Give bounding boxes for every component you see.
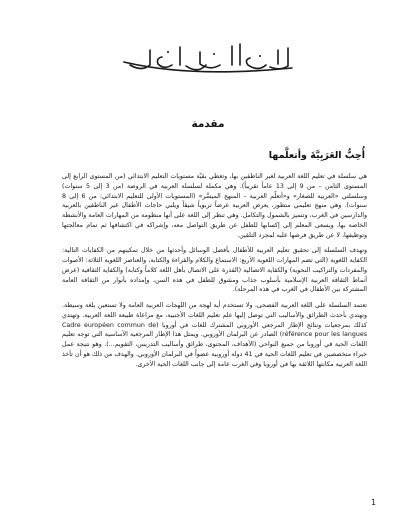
section-heading: أُحِبُّ العَرَبِيَّةَ وأتعلَّمها: [268, 150, 365, 161]
paragraph: وتهدف السلسلة إلى تحقيق تعليم العربية للأطفال بأفضل الوسائل وأحدثها من خلال تمكينهم من الكفايات التالية: الكفاية اللغوية (التي تضم المهارات اللغوية الأربع: الاستماع والكلام والقراءة والكتابة، والعناصر اللغوية الثلاثة: الأصوات والمفردات والتراكيب النحوية) والكفاية الاتصالية (القدرة على الاتصال بأهل اللغة كلاماً وكتابة) والكفاية الثقافية (عرض أنماط الثقافة العربية الإسلامية بأسلوب جذاب ومشوق للطفل في هذه السن، وإمداده بأنوار من الثقافة العامة المشتركة بين الأطفال في الغرب في هذه المرحلة).: [62, 247, 367, 294]
page-number: 1: [371, 498, 377, 507]
basmala-calligraphy: [120, 38, 296, 78]
paragraph: هي سلسلة في تعليم اللغة العربية لغير الناطقين بها، وتغطي بقيّة مستويات التعليم الابتدائي (من المستوى الرابع إلى المستوى الثامن – من 9 إلى 13 عاماً تقريباً). وهي مكملة لسلسلة العربية في الروضة (من 3 إلى 5 سنوات) وسلسلتي «العربية للصغار» و«أتعلّم العربية – المنهج الميسَّر» (المستويات الأولى للتعليم الابتدائي: من 6 إلى 8 سنوات). وهي منهج تعليمي متطور، يعرض العربية عرضاً تربوياً شيقاً ويلبي حاجات الأطفال غير الناطقين بالعربية والدارسين في الغرب، وتتميز بالشمول والتكامل. وهي تنظر إلى اللغة على أنها منظومة من المهارات العامة والأنشطة الخاصة بها، ويسعى المعلم إلى إكسابها للطفل عن طريق التواصل معه، وإشراكه في اكتشافها ثم تمام معالجتها وتوظيفها، لا عن طريق فرضها عليه لمجرد التلقين.: [62, 173, 368, 239]
page-title: مقدمة: [191, 118, 225, 130]
body-text: [62, 172, 367, 375]
paragraph: تعتمد السلسلة على اللغة العربية الفصحى، ولا تستخدم أية لهجة من اللهجات العربية العامة ولا تستعين بلغة وسيطة. وتهتدي بأحدث الطرائق والأساليب التي توصل إليها علم تعليم اللغات الأجنبية، مع مراعاة طبيعة اللغة العربية. وتهتدي كذلك بمرجعيات ونتائج الإطار المرجعي الأوروبي المشترك للغات في أوروبا (Cadre européen commun de référence pour les langues) الصادر عن البرلمان الأوروبي. ويمثل هذا الإطار المرجعية الأساسية التي توجه تعليم اللغات الحية في أوروبا من جميع النواحي (الأهداف، المحتوى، طرائق وأساليب التدريس، التقويم...). وهو نتيجة عمل خبراء متخصصين في تعليم اللغات الحية في 41 دولة أوروبية عضواً في البرلمان الأوروبي. والهدف من ذلك هو أن تأخذ اللغة العربية مكانتها اللائقة بها في أوروبا وفي الغرب عامة إلى جانب اللغات الحية الأخرى.: [62, 302, 368, 368]
